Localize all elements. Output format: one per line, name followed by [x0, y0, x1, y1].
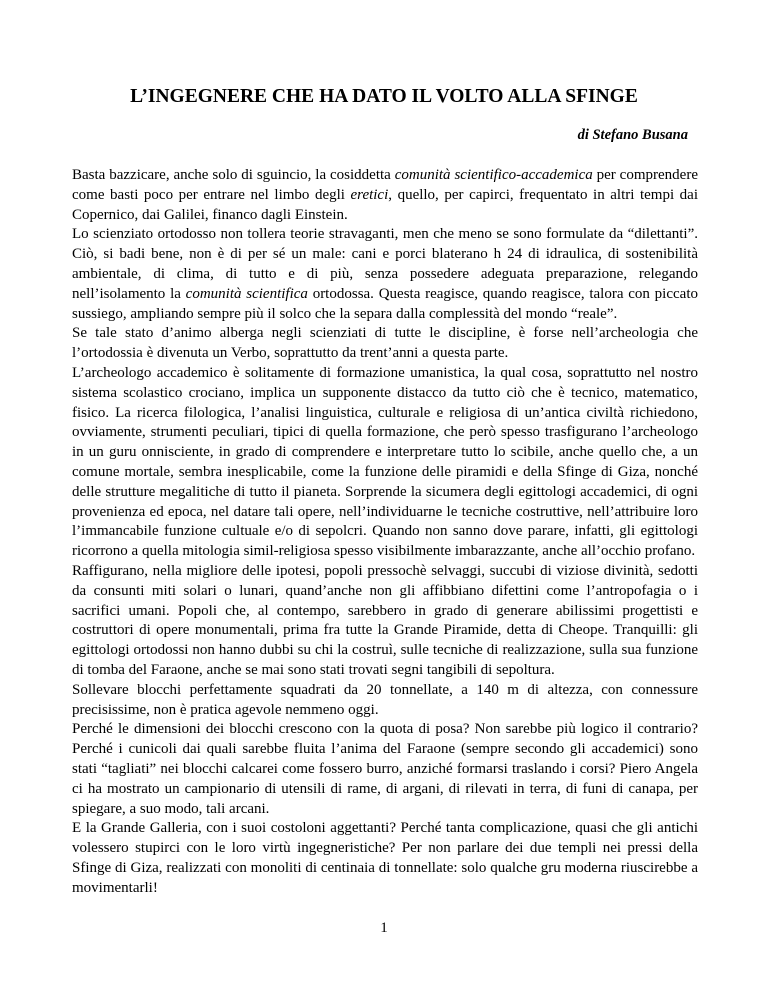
text-run: Lo scienziato ortodosso non tollera teorie stravaganti, men che meno se sono formulate da “dilettanti”. Ciò, si badi bene, non è di per sé un male: cani e porci blaterano h 24 di idraulica, di sostenibilità ambientale, di clima, di tutto e di più, senza possedere adeguata preparazione, relegando nell’isolamento la — [72, 226, 698, 302]
text-run: Raffigurano, nella migliore delle ipotesi, popoli pressochè selvaggi, succubi di viziose divinità, sedotti da consunti miti solari o lunari, quand’anche non gli affibbiano difettini come l’antropofagia o i sacrifici umani. Popoli che, al contempo, sarebbero in grado di generare abilissimi progettisti e costruttori di opere monumentali, prima fra tutte la Grande Piramide, detta di Cheope. Tranquilli: gli egittologi ortodossi non hanno dubbi su chi la costruì, sulle tecniche di realizzazione, sulla sua funzione di tomba del Faraone, anche se mai sono stati trovati segni tangibili di sepoltura. — [72, 562, 698, 678]
text-run: Basta bazzicare, anche solo di sguincio, la cosiddetta — [72, 167, 395, 183]
author-byline: di Stefano Busana — [577, 127, 688, 143]
italic-phrase: comunità scientifica — [185, 285, 308, 302]
page-title: L’INGEGNERE CHE HA DATO IL VOLTO ALLA SFINGE — [130, 86, 638, 107]
italic-phrase: comunità scientifico-accademica — [394, 167, 593, 183]
body-paragraph — [72, 225, 698, 324]
body-paragraph — [72, 819, 698, 898]
text-run: ortodossa. Questa reagisce, quando reagisce, talora con piccato sussiego, ampliando sempre più il solco che la separa dalla complessità del mondo “reale”. — [72, 285, 698, 322]
italic-phrase: eretici — [350, 186, 389, 203]
body-paragraph — [72, 166, 698, 225]
article-body — [72, 166, 698, 898]
text-run: Perché le dimensioni dei blocchi crescono con la quota di posa? Non sarebbe più logico il contrario? Perché i cunicoli dai quali sarebbe fluita l’anima del Faraone (sempre secondo gli accademici) sono stati “tagliati” nei blocchi calcarei come fossero burro, anziché formarsi traslando i corsi? Piero Angela ci ha mostrato un campionario di utensili di rame, di argani, di rilevati in terra, di funi di canapa, per spiegare, a suo modo, tali arcani. — [72, 721, 698, 817]
page-number: 1 — [380, 920, 388, 936]
body-paragraph — [72, 681, 698, 721]
body-paragraph — [72, 720, 698, 819]
body-paragraph — [72, 364, 698, 562]
text-run: E la Grande Galleria, con i suoi costoloni aggettanti? Perché tanta complicazione, quasi che gli antichi volessero stupirci con le loro virtù ingegneristiche? Per non parlare dei due templi nei pressi della Sfinge di Giza, realizzati con monoliti di centinaia di tonnellate: solo qualche gru moderna riuscirebbe a movimentarli! — [72, 820, 698, 896]
body-paragraph — [72, 324, 698, 364]
body-paragraph — [72, 562, 698, 681]
text-run: per comprendere come basti poco per entrare nel limbo degli — [72, 167, 698, 203]
text-run: Se tale stato d’animo alberga negli scienziati di tutte le discipline, è forse nell’archeologia che l’ortodossia è divenuta un Verbo, soprattutto da trent’anni a questa parte. — [72, 325, 698, 362]
text-run: L’archeologo accademico è solitamente di formazione umanistica, la qual cosa, soprattutto nel nostro sistema scolastico crociano, implica un supponente distacco da tutto ciò che è tecnico, matematico, fisico. La ricerca filologica, l’analisi linguistica, culturale e religiosa di un’antica civiltà richiedono, ovviamente, strumenti peculiari, tipici di quella formazione, che però spesso trasfigurano l’archeologo in un guru onnisciente, in grado di comprendere e interpretare tutto lo scibile, anche quello che, a un comune mortale, sembra inesplicabile, come la funzione delle piramidi e della Sfinge di Giza, nonché delle strutture megalitiche di tutto il pianeta. Sorprende la sicumera degli egittologi accademici, di ogni provenienza ed epoca, nel datare tali opere, nell’individuarne le tecniche costruttive, nell’attribuire loro l’immancabile funzione cultuale e/o di sepolcri. Quando non sanno dove parare, infatti, gli egittologi ricorrono a quella mitologia simil-religiosa spesso visibilmente imbarazzante, anche all’occhio profano. — [72, 364, 698, 560]
text-run: , quello, per capirci, frequentato in altri tempi dai Copernico, dai Galilei, financo dagli Einstein. — [72, 186, 698, 223]
text-run: Sollevare blocchi perfettamente squadrati da 20 tonnellate, a 140 m di altezza, con connessure precisissime, non è pratica agevole nemmeno oggi. — [72, 681, 698, 718]
